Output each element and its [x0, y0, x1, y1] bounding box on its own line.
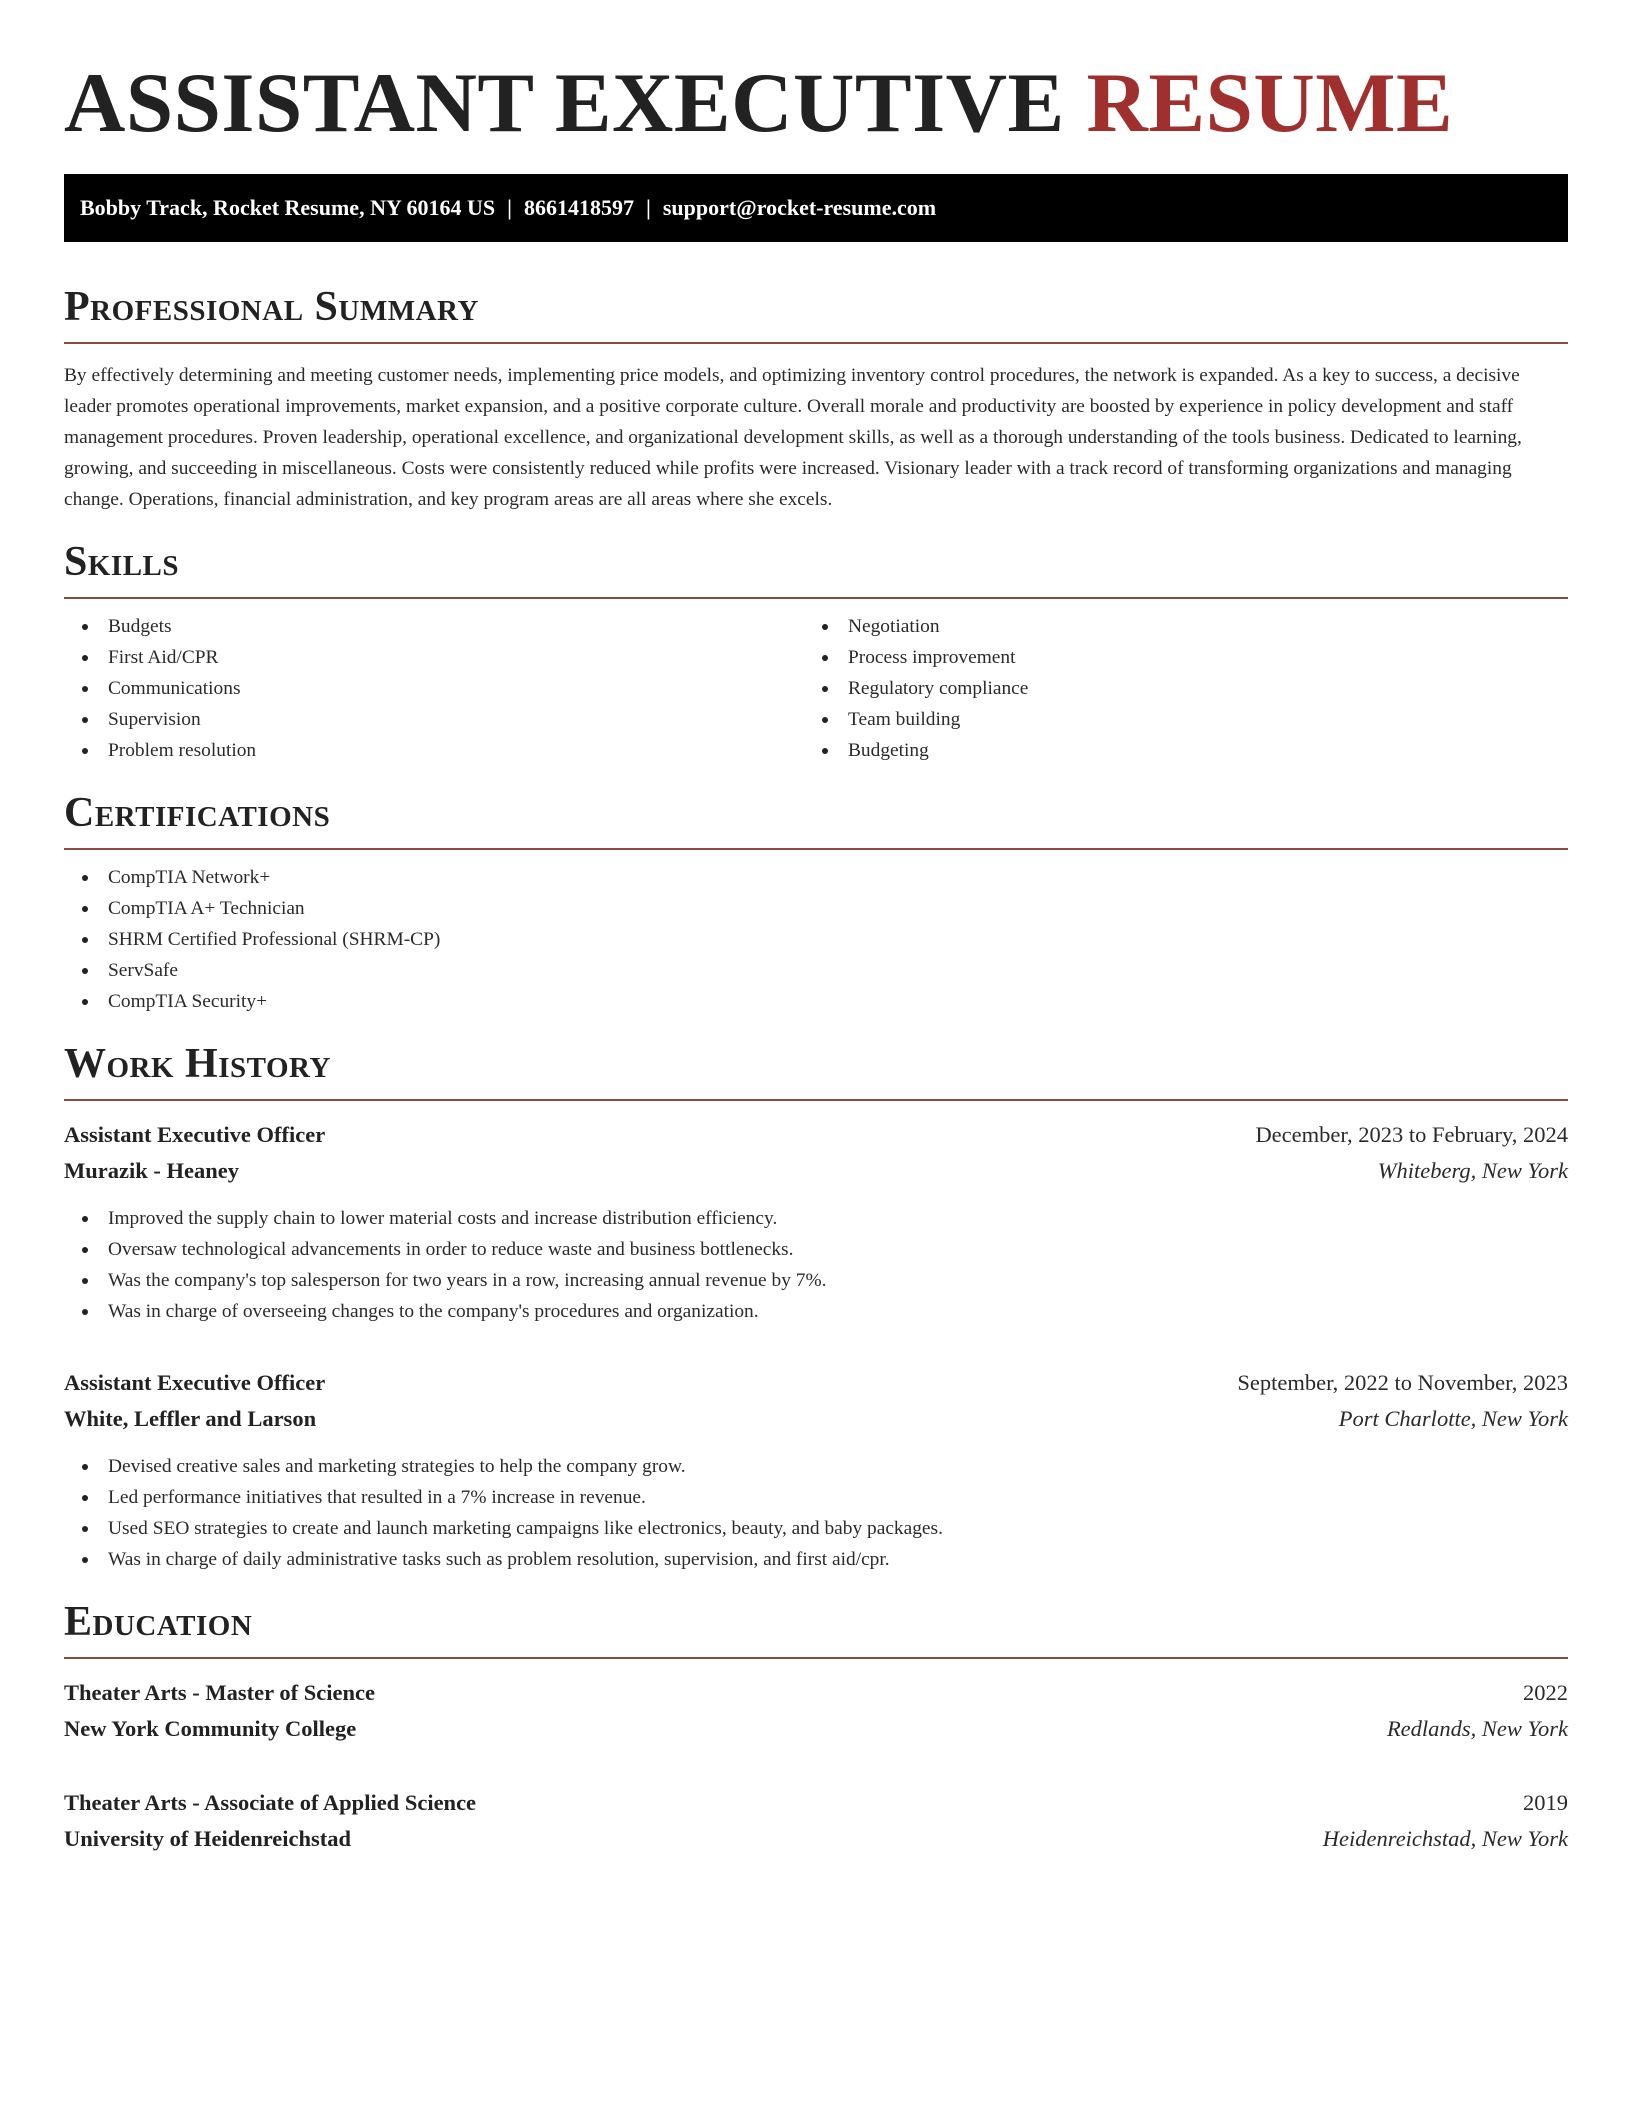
job-dates: December, 2023 to February, 2024	[1255, 1122, 1568, 1147]
education-header-row	[64, 1785, 1568, 1821]
contact-email: support@rocket-resume.com	[662, 195, 937, 220]
job-dates: September, 2022 to November, 2023	[1237, 1370, 1568, 1395]
skill-item: Team building	[804, 704, 1544, 735]
education-location: Heidenreichstad, New York	[1322, 1826, 1568, 1851]
resume-title	[64, 0, 1568, 154]
job-title: Assistant Executive Officer	[64, 1122, 326, 1147]
education-school: New York Community College	[64, 1716, 357, 1741]
job-entry	[64, 1365, 1568, 1575]
job-company-row	[64, 1153, 1568, 1189]
skills-heading: Skills	[64, 537, 1568, 599]
certifications-list	[64, 862, 1568, 1017]
job-company: White, Leffler and Larson	[64, 1406, 317, 1431]
education-school-row	[64, 1821, 1568, 1857]
skills-list-right	[804, 611, 1544, 766]
education-header-row	[64, 1675, 1568, 1711]
education-school-row	[64, 1711, 1568, 1747]
contact-bar	[64, 174, 1568, 242]
job-bullet: Used SEO strategies to create and launch marketing campaigns like electronics, beauty, and baby packages.	[64, 1513, 1568, 1544]
skill-item: Process improvement	[804, 642, 1544, 673]
job-bullet: Improved the supply chain to lower material costs and increase distribution efficiency.	[64, 1203, 1568, 1234]
skill-item: First Aid/CPR	[64, 642, 804, 673]
skill-item: Communications	[64, 673, 804, 704]
education-heading: Education	[64, 1597, 1568, 1659]
job-bullet: Devised creative sales and marketing strategies to help the company grow.	[64, 1451, 1568, 1482]
title-accent: RESUME	[1086, 56, 1454, 150]
job-company-row	[64, 1401, 1568, 1437]
certifications-heading: Certifications	[64, 788, 1568, 850]
skills-grid	[64, 599, 1568, 766]
job-location: Whiteberg, New York	[1377, 1158, 1568, 1183]
resume-page	[64, 0, 1568, 1857]
contact-separator: |	[507, 195, 513, 220]
education-entry	[64, 1785, 1568, 1857]
skill-item: Budgets	[64, 611, 804, 642]
education-location: Redlands, New York	[1386, 1716, 1568, 1741]
skill-item: Budgeting	[804, 735, 1544, 766]
certification-item: CompTIA Security+	[64, 986, 1568, 1017]
skill-item: Negotiation	[804, 611, 1544, 642]
job-bullet: Was in charge of daily administrative tasks such as problem resolution, supervision, and first aid/cpr.	[64, 1544, 1568, 1575]
job-bullets	[64, 1451, 1568, 1575]
job-header-row	[64, 1365, 1568, 1401]
certification-item: CompTIA Network+	[64, 862, 1568, 893]
education-entry	[64, 1675, 1568, 1747]
work-history-heading: Work History	[64, 1039, 1568, 1101]
skill-item: Regulatory compliance	[804, 673, 1544, 704]
job-bullet: Was the company's top salesperson for two years in a row, increasing annual revenue by 7%.	[64, 1265, 1568, 1296]
education-degree: Theater Arts - Master of Science	[64, 1680, 375, 1705]
education-school: University of Heidenreichstad	[64, 1826, 352, 1851]
job-bullet: Led performance initiatives that resulted in a 7% increase in revenue.	[64, 1482, 1568, 1513]
contact-phone: 8661418597	[524, 195, 635, 220]
job-title: Assistant Executive Officer	[64, 1370, 326, 1395]
summary-heading: Professional Summary	[64, 282, 1568, 344]
certification-item: CompTIA A+ Technician	[64, 893, 1568, 924]
job-bullets	[64, 1203, 1568, 1327]
title-main: ASSISTANT EXECUTIVE	[64, 56, 1065, 150]
skill-item: Problem resolution	[64, 735, 804, 766]
job-company: Murazik - Heaney	[64, 1158, 239, 1183]
job-bullet: Oversaw technological advancements in order to reduce waste and business bottlenecks.	[64, 1234, 1568, 1265]
skill-item: Supervision	[64, 704, 804, 735]
summary-text: By effectively determining and meeting customer needs, implementing price models, and optimizing inventory control procedures, the network is expanded. As a key to success, a decisive leader promotes operational improvements, market expansion, and a positive corporate culture. Overall morale and productivity are boosted by experience in policy development and staff management procedures. Proven leadership, operational excellence, and organizational development skills, as well as a thorough understanding of the tools business. Dedicated to learning, growing, and succeeding in miscellaneous. Costs were consistently reduced while profits were increased. Visionary leader with a track record of transforming organizations and managing change. Operations, financial administration, and key program areas are all areas where she excels.	[64, 365, 1522, 510]
job-bullet: Was in charge of overseeing changes to the company's procedures and organization.	[64, 1296, 1568, 1327]
job-header-row	[64, 1117, 1568, 1153]
certification-item: ServSafe	[64, 955, 1568, 986]
job-entry	[64, 1117, 1568, 1327]
education-year: 2022	[1523, 1680, 1568, 1705]
job-location: Port Charlotte, New York	[1338, 1406, 1568, 1431]
contact-address: Bobby Track, Rocket Resume, NY 60164 US	[80, 195, 496, 220]
certification-item: SHRM Certified Professional (SHRM-CP)	[64, 924, 1568, 955]
education-year: 2019	[1523, 1790, 1568, 1815]
education-degree: Theater Arts - Associate of Applied Science	[64, 1790, 477, 1815]
skills-list-left	[64, 611, 804, 766]
contact-separator: |	[646, 195, 651, 220]
